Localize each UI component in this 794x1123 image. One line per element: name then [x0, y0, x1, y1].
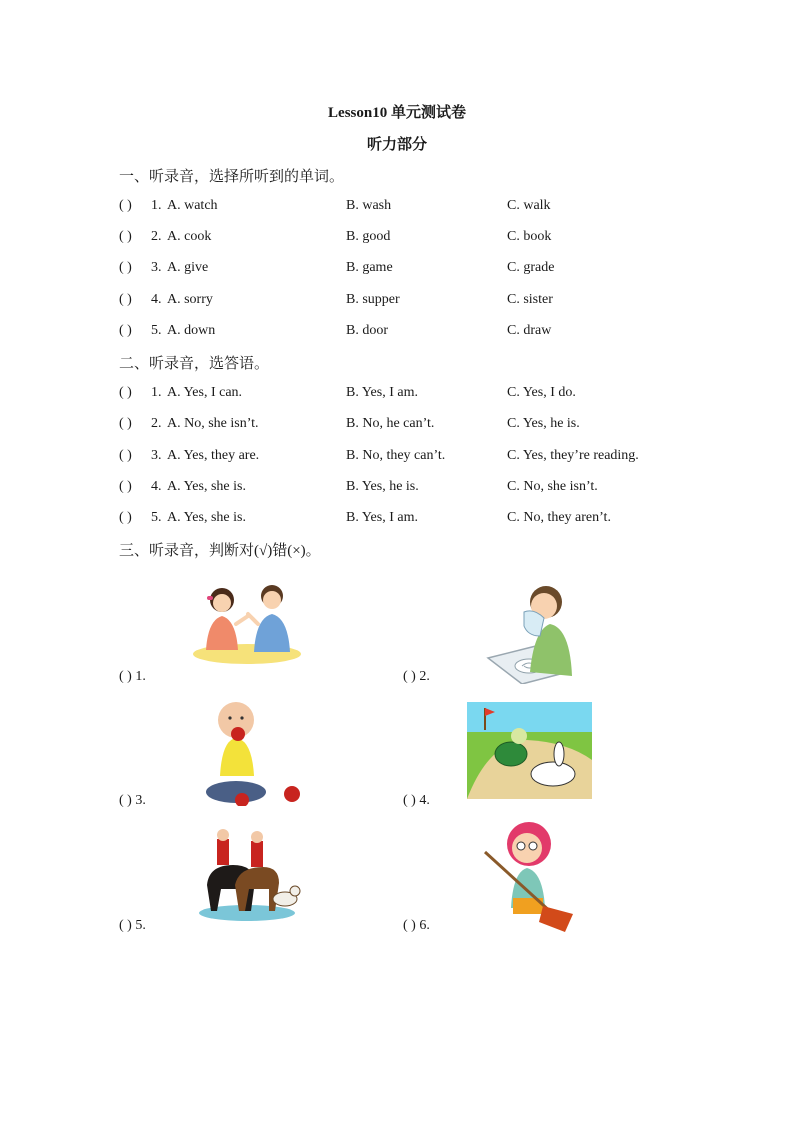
option-c: C. Yes, he is. — [507, 416, 580, 431]
question-number: 5. — [151, 510, 162, 525]
tortoise-and-hare-race-icon — [467, 702, 592, 799]
option-c: C. Yes, they’re reading. — [507, 448, 639, 463]
section-3-heading: 三、听录音，判断对(√)错(×)。 — [119, 543, 321, 559]
option-b: B. No, they can’t. — [346, 448, 446, 463]
option-a: A. No, she isn’t. — [167, 416, 259, 431]
picture-label[interactable]: ( ) 1. — [119, 669, 146, 684]
question-row — [119, 229, 719, 249]
option-a: A. watch — [167, 198, 218, 213]
option-b: B. supper — [346, 292, 400, 307]
boy-washing-face-icon — [484, 580, 580, 684]
option-c: C. No, they aren’t. — [507, 510, 611, 525]
answer-bracket[interactable]: ( ) — [119, 260, 132, 275]
question-row — [119, 292, 719, 312]
horse-riders-with-dog-icon — [193, 825, 301, 923]
option-c: C. walk — [507, 198, 551, 213]
option-c: C. book — [507, 229, 552, 244]
answer-bracket[interactable]: ( ) — [119, 448, 132, 463]
picture-label[interactable]: ( ) 6. — [403, 918, 430, 933]
answer-bracket[interactable]: ( ) — [119, 229, 132, 244]
question-row — [119, 198, 719, 218]
option-c: C. Yes, I do. — [507, 385, 576, 400]
picture-label[interactable]: ( ) 5. — [119, 918, 146, 933]
option-a: A. sorry — [167, 292, 213, 307]
question-number: 4. — [151, 292, 162, 307]
page-title: Lesson10 单元测试卷 — [328, 105, 466, 121]
answer-bracket[interactable]: ( ) — [119, 416, 132, 431]
option-c: C. sister — [507, 292, 553, 307]
option-b: B. game — [346, 260, 393, 275]
answer-bracket[interactable]: ( ) — [119, 323, 132, 338]
picture-label[interactable]: ( ) 4. — [403, 793, 430, 808]
option-b: B. wash — [346, 198, 392, 213]
option-c: C. grade — [507, 260, 555, 275]
option-c: C. draw — [507, 323, 552, 338]
option-b: B. Yes, he is. — [346, 479, 419, 494]
answer-bracket[interactable]: ( ) — [119, 198, 132, 213]
question-number: 5. — [151, 323, 162, 338]
option-b: B. No, he can’t. — [346, 416, 435, 431]
answer-bracket[interactable]: ( ) — [119, 292, 132, 307]
question-row — [119, 416, 719, 436]
question-row — [119, 260, 719, 280]
option-a: A. Yes, she is. — [167, 479, 246, 494]
option-a: A. cook — [167, 229, 212, 244]
page-subtitle: 听力部分 — [366, 137, 427, 153]
baby-eating-apple-icon — [202, 696, 306, 806]
option-a: A. give — [167, 260, 209, 275]
option-b: B. Yes, I am. — [346, 510, 418, 525]
question-number: 3. — [151, 448, 162, 463]
option-b: B. Yes, I am. — [346, 385, 418, 400]
question-row — [119, 323, 719, 343]
question-number: 3. — [151, 260, 162, 275]
question-row — [119, 385, 719, 405]
question-row — [119, 448, 719, 468]
answer-bracket[interactable]: ( ) — [119, 479, 132, 494]
two-children-talking-icon — [192, 580, 302, 666]
section-1-heading: 一、听录音，选择所听到的单词。 — [119, 169, 345, 185]
question-number: 1. — [151, 198, 162, 213]
question-row — [119, 510, 719, 530]
question-number: 1. — [151, 385, 162, 400]
picture-label[interactable]: ( ) 2. — [403, 669, 430, 684]
option-b: B. good — [346, 229, 391, 244]
question-number: 2. — [151, 229, 162, 244]
question-number: 2. — [151, 416, 162, 431]
option-c: C. No, she isn’t. — [507, 479, 598, 494]
girl-sweeping-broom-icon — [481, 818, 575, 932]
answer-bracket[interactable]: ( ) — [119, 510, 132, 525]
option-a: A. down — [167, 323, 216, 338]
option-a: A. Yes, she is. — [167, 510, 246, 525]
option-b: B. door — [346, 323, 388, 338]
question-number: 4. — [151, 479, 162, 494]
picture-label[interactable]: ( ) 3. — [119, 793, 146, 808]
option-a: A. Yes, they are. — [167, 448, 260, 463]
question-row — [119, 479, 719, 499]
option-a: A. Yes, I can. — [167, 385, 243, 400]
section-2-heading: 二、听录音，选答语。 — [119, 356, 270, 372]
answer-bracket[interactable]: ( ) — [119, 385, 132, 400]
